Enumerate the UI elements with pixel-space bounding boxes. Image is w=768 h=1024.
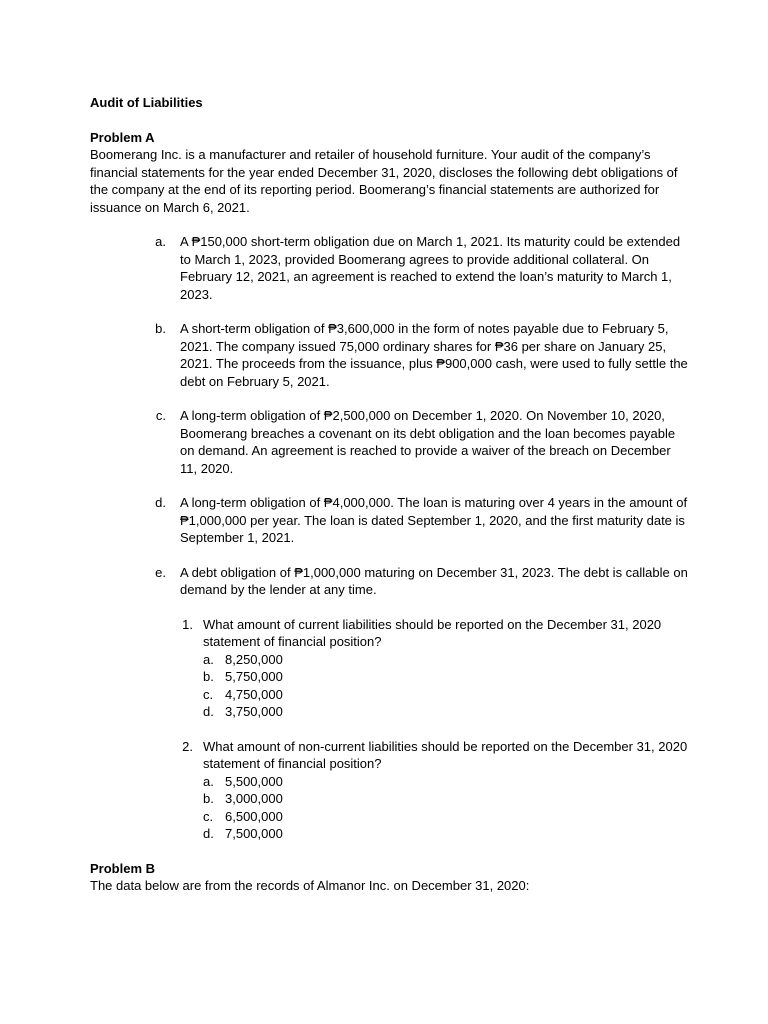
option-value: 4,750,000 xyxy=(225,686,283,702)
answer-option xyxy=(203,651,690,669)
option-letter: b. xyxy=(203,669,214,684)
answer-option xyxy=(203,773,690,791)
option-value: 3,000,000 xyxy=(225,791,283,806)
document-title: Audit of Liabilities xyxy=(90,95,203,110)
problem-a-heading: Problem A xyxy=(90,129,155,145)
item-letter: a. xyxy=(155,234,166,249)
item-text: A long-term obligation of ₱2,500,000 on December 1, 2020. On November 10, 2020, Boomerang breaches a covenant on its debt obligation and the loan becomes payable on demand. An agreement is reached to provide a waiver of the breach on December 11, 2020. xyxy=(180,408,676,476)
list-item xyxy=(90,320,690,390)
document-page xyxy=(90,94,690,895)
answer-options xyxy=(203,773,690,843)
list-item xyxy=(90,494,690,547)
item-text: A ₱150,000 short-term obligation due on March 1, 2021. Its maturity could be extended to March 1, 2023, provided Boomerang agrees to provide additional collateral. On February 12, 2021, an agreement is reached to extend the loan’s maturity to March 1, 2023. xyxy=(180,234,681,302)
option-letter: a. xyxy=(203,773,214,789)
option-letter: b. xyxy=(203,791,214,806)
answer-option xyxy=(203,790,690,808)
answer-option xyxy=(203,825,690,843)
problem-b-section xyxy=(90,860,690,895)
item-text: A debt obligation of ₱1,000,000 maturing on December 31, 2023. The debt is callable on demand by the lender at any time. xyxy=(180,564,688,597)
option-value: 6,500,000 xyxy=(225,808,283,824)
item-letter: e. xyxy=(155,564,166,580)
answer-option xyxy=(203,686,690,704)
option-letter: c. xyxy=(203,686,214,702)
answer-options xyxy=(203,651,690,721)
list-item xyxy=(90,407,690,477)
question-text: What amount of current liabilities should be reported on the December 31, 2020 statement of financial position? xyxy=(203,616,662,649)
question-item xyxy=(90,738,690,843)
option-letter: d. xyxy=(203,704,214,719)
option-letter: a. xyxy=(203,651,214,667)
question-body xyxy=(203,738,690,843)
item-letter: c. xyxy=(155,408,166,423)
question-number: 2. xyxy=(182,738,193,754)
item-letter: d. xyxy=(155,495,166,510)
question-list xyxy=(90,616,690,843)
item-letter: b. xyxy=(155,321,166,336)
option-value: 5,500,000 xyxy=(225,773,283,789)
question-number: 1. xyxy=(182,616,193,632)
question-item xyxy=(90,616,690,721)
option-letter: d. xyxy=(203,826,214,841)
question-body xyxy=(203,616,690,721)
option-value: 5,750,000 xyxy=(225,669,283,684)
item-text: A long-term obligation of ₱4,000,000. The loan is maturing over 4 years in the amount of ₱1,000,000 per year. The loan is dated September 1, 2020, and the first maturity date is September 1, 2021. xyxy=(180,495,688,545)
option-value: 3,750,000 xyxy=(225,704,283,719)
list-item xyxy=(90,564,690,599)
problem-b-heading: Problem B xyxy=(90,860,156,876)
question-text: What amount of non-current liabilities should be reported on the December 31, 2020 statement of financial position? xyxy=(203,738,688,771)
problem-a-intro: Boomerang Inc. is a manufacturer and retailer of household furniture. Your audit of the company’s financial statements for the year ended December 31, 2020, discloses the following debt obligations of the company at the end of its reporting period. Boomerang’s financial statements are authorized for issuance on March 6, 2021. xyxy=(90,147,678,215)
item-text: A short-term obligation of ₱3,600,000 in the form of notes payable due to February 5, 2021. The company issued 75,000 ordinary shares for ₱36 per share on January 25, 2021. The proceeds from the issuance, plus ₱900,000 cash, were used to fully settle the debt on February 5, 2021. xyxy=(180,321,688,389)
option-value: 8,250,000 xyxy=(225,651,283,667)
problem-b-intro: The data below are from the records of Almanor Inc. on December 31, 2020: xyxy=(90,878,530,893)
debt-obligation-list xyxy=(90,233,690,599)
answer-option xyxy=(203,668,690,686)
answer-option xyxy=(203,808,690,826)
answer-option xyxy=(203,703,690,721)
option-value: 7,500,000 xyxy=(225,826,283,841)
list-item xyxy=(90,233,690,303)
option-letter: c. xyxy=(203,808,214,824)
